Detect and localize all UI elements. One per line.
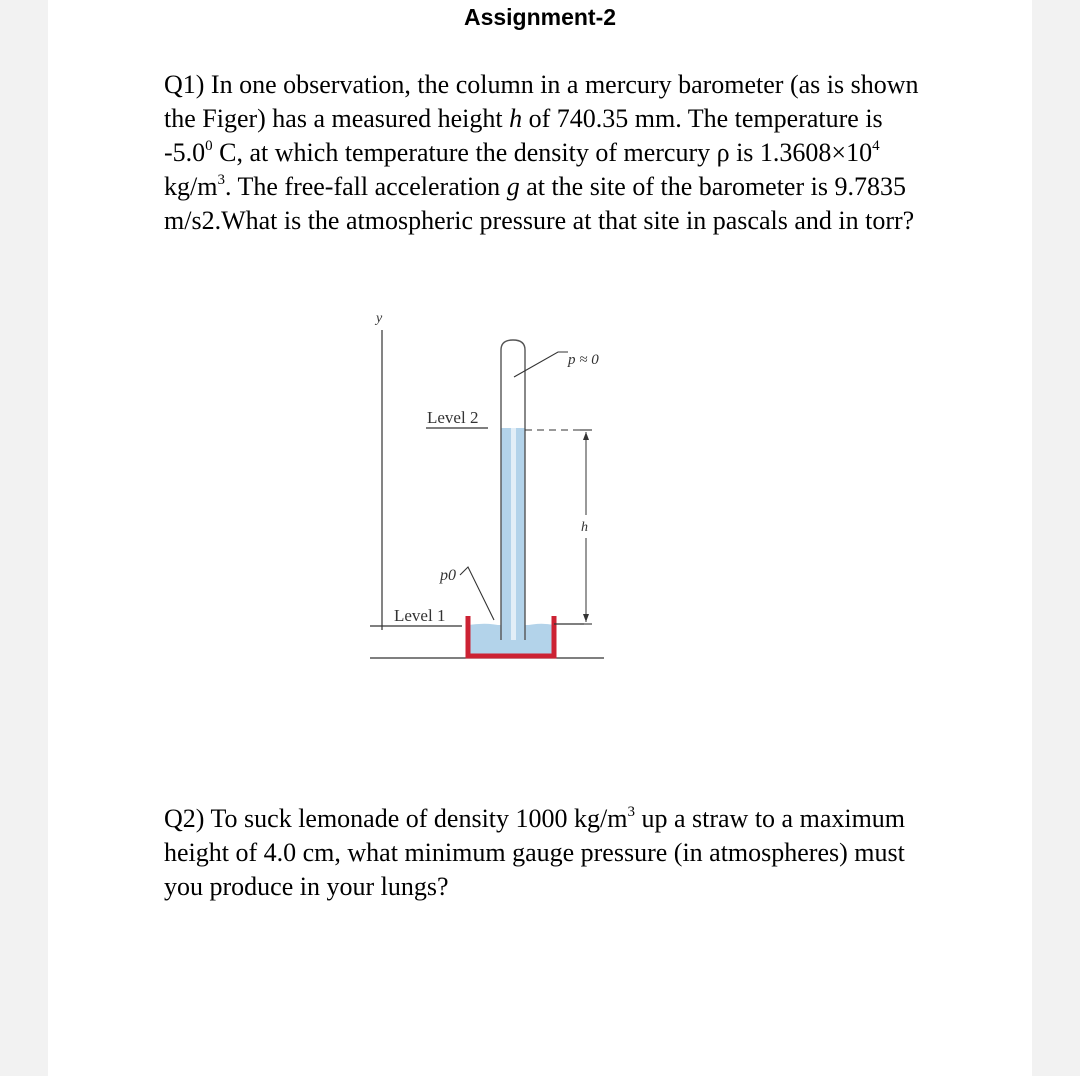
question-2	[164, 802, 924, 904]
mercury-highlight	[511, 428, 516, 640]
h-arrow-down	[583, 614, 589, 622]
document-page	[48, 0, 1032, 1076]
question-1-text: Q1) In one observation, the column in a mercury barometer (as is shown the Figer) has a measured height h of 740.35 mm. The temperature is $-5.0^0$ C, at which temperature the density of mercury ρ is $1.3608\times 10^4$ $kg/m^3$. The free-fall acceleration g at the site of the barometer is 9.7835 m/s2.What is the atmospheric pressure at that site in pascals and in torr?	[164, 70, 919, 235]
barometer-figure	[48, 0, 1032, 720]
h-arrow-up	[583, 432, 589, 440]
level-1-label: Level 1	[394, 606, 446, 625]
p0-leader-line	[460, 567, 494, 620]
assignment-title: Assignment-2	[463, 4, 617, 30]
pressure-label: p ≈ 0	[568, 352, 599, 368]
barometer-tube-top	[501, 340, 525, 428]
y-axis-label: y	[376, 311, 383, 326]
question-2-text: Q2) To suck lemonade of density 1000 $kg/m^3$ up a straw to a maximum height of 4.0 cm, what minimum gauge pressure (in atmospheres) must you produce in your lungs?	[164, 804, 906, 901]
p0-label: p0	[440, 567, 456, 584]
h-label: h	[581, 520, 588, 535]
level-2-label: Level 2	[427, 408, 479, 427]
